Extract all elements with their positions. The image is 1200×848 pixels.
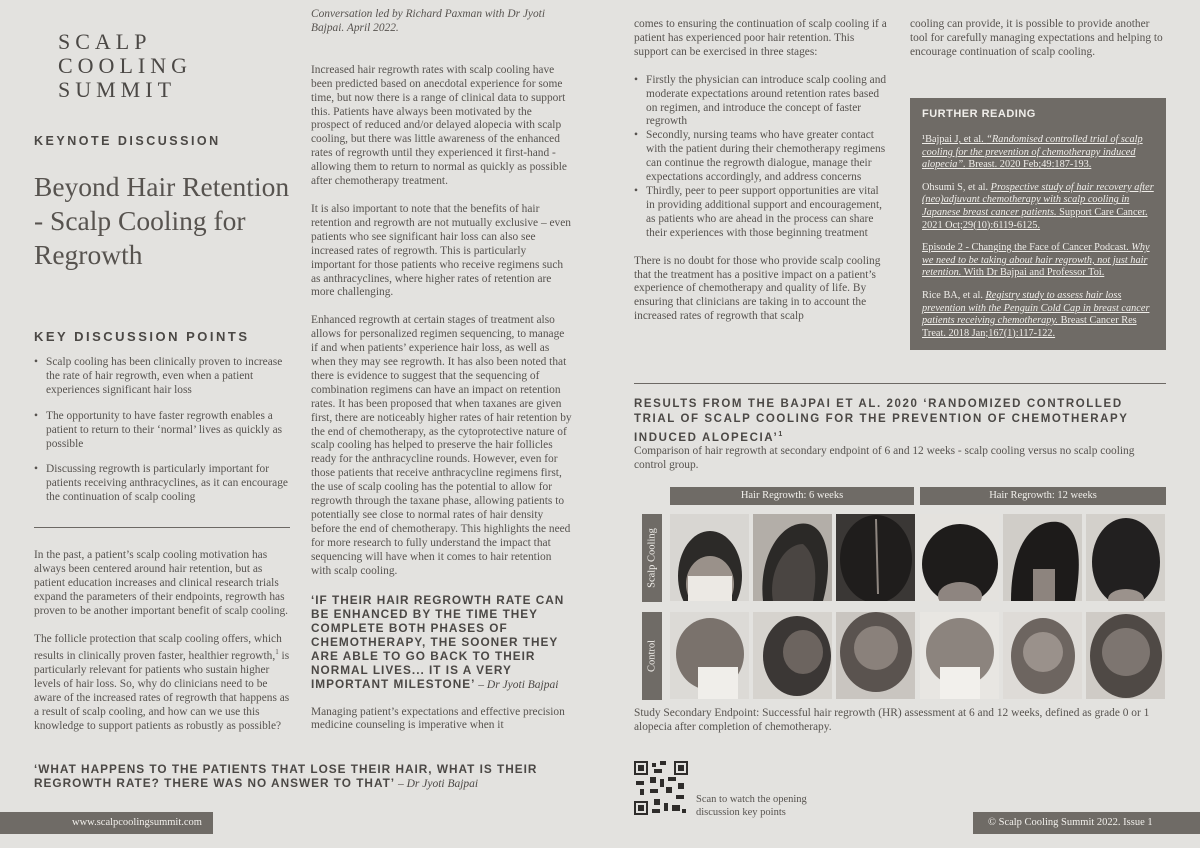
- key-point: • Scalp cooling has been clinically proven to increase the rate of hair regrowth, even when a patient experiences significant hair loss: [34, 356, 290, 398]
- photo-ctrl-6w-3: [836, 612, 915, 699]
- ref-title: “Randomised controlled trial of scalp cooling for the prevention of chemotherapy induced alopecia”.: [922, 134, 1143, 171]
- stages-list: [634, 74, 889, 241]
- qr-code-icon: [634, 761, 688, 815]
- results-caption: Comparison of hair regrowth at secondary endpoint of 6 and 12 weeks - scalp cooling versus no scalp cooling control group.: [634, 445, 1135, 471]
- patient-head-image: [670, 612, 749, 699]
- row-label-text: Scalp Cooling: [646, 528, 658, 588]
- paragraph: Managing patient’s expectations and effective precision medicine counseling is imperative when it: [311, 705, 565, 732]
- qr-code[interactable]: [634, 761, 688, 815]
- key-points-list: [34, 356, 290, 517]
- bottom-quote-attribution: – Dr Jyoti Bajpai: [395, 778, 479, 790]
- pull-quote-text: ‘IF THEIR HAIR REGROWTH RATE CAN BE ENHANCED BY THE TIME THEY COMPLETE BOTH PHASES OF CHEMOTHERAPY, THE SOONER THEY ARE ABLE TO GO BACK TO THEIR NORMAL LIVES... IT IS A VERY IMPORTANT MILESTONE’: [311, 592, 565, 691]
- reference: [922, 242, 1154, 280]
- photo-sc-12w-1: [920, 514, 999, 601]
- keynote-label: KEYNOTE DISCUSSION: [34, 134, 221, 148]
- ref-title: Prospective study of hair recovery after (neo)adjuvant chemotherapy with scalp cooling in Japanese breast cancer patients.: [922, 181, 1154, 218]
- qr-caption: [696, 794, 807, 819]
- ref-text: Ohsumi S, et al.: [922, 181, 991, 193]
- ref-text: Rice BA, et al.: [922, 289, 986, 301]
- pull-quote: [311, 593, 573, 692]
- photo-sc-12w-2: [1003, 514, 1082, 601]
- photo-ctrl-6w-1: [670, 612, 749, 699]
- stage-item: • Firstly the physician can introduce scalp cooling and moderate expectations around retention rates based on regimen, and introduce the concept of faster regrowth: [634, 74, 889, 130]
- reference: [922, 182, 1154, 232]
- ref-text: Breast. 2020 Feb;49:187-193.: [965, 159, 1092, 171]
- results-heading-text: RESULTS FROM THE BAJPAI ET AL. 2020 ‘RANDOMIZED CONTROLLED TRIAL OF SCALP COOLING FOR THE PREVENTION OF CHEMOTHERAPY INDUCED ALOPECIA’: [634, 398, 1129, 444]
- endpoint-note: Study Secondary Endpoint: Successful hair regrowth (HR) assessment at 6 and 12 weeks, defined as grade 0 or 1 alopecia after completion of chemotherapy.: [634, 707, 1150, 733]
- paragraph: cooling can provide, it is possible to provide another tool for carefully managing expectations and helping to encourage continuation of scalp cooling.: [910, 18, 1163, 58]
- qr-caption-line: Scan to watch the opening: [696, 794, 807, 805]
- patient-head-image: [1086, 514, 1165, 601]
- photo-ctrl-6w-2: [753, 612, 832, 699]
- ref-text: Episode 2 - Changing the Face of Cancer Podcast.: [922, 242, 1132, 254]
- further-reading-box: [910, 98, 1166, 350]
- patient-head-image: [1003, 514, 1082, 601]
- footnote-marker: 1: [275, 648, 279, 657]
- ref-text: Support Care Cancer. 2021 Oct;29(10):6119-6125.: [922, 206, 1148, 231]
- ref-text: ¹Bajpai J, et al.: [922, 134, 987, 145]
- stage-item: • Thirdly, peer to peer support opportunities are vital in providing additional support and encouragement, as patients who are ahead in the process can share their experiences with those beginning treatment: [634, 185, 889, 241]
- byline: Conversation led by Richard Paxman with Dr Jyoti Bajpai. April 2022.: [311, 8, 545, 34]
- page-title: Beyond Hair Retention - Scalp Cooling for Regrowth: [34, 171, 290, 270]
- photo-ctrl-12w-3: [1086, 612, 1165, 699]
- reference: [922, 134, 1154, 172]
- logo-line-3: SUMMIT: [58, 77, 177, 102]
- column-header-6-weeks: Hair Regrowth: 6 weeks: [670, 487, 914, 505]
- ref-title: Why we need to be taking about hair regrowth, not just hair retention.: [922, 242, 1150, 279]
- key-point: • Discussing regrowth is particularly important for patients receiving anthracyclines, as it can encourage the continuation of scalp cooling: [34, 463, 290, 505]
- ref-text: Breast Cancer Res Treat. 2018 Jan;167(1):117-122.: [922, 315, 1137, 339]
- footer-right-bar: [973, 812, 1200, 834]
- footer-copyright: © Scalp Cooling Summit 2022. Issue 1: [988, 817, 1153, 828]
- logo-line-1: SCALP: [58, 29, 152, 54]
- photo-sc-6w-3: [836, 514, 915, 601]
- patient-head-image: [753, 514, 832, 601]
- divider: [34, 527, 290, 528]
- footnote-marker: 1: [778, 431, 784, 438]
- patient-head-image: [836, 612, 915, 699]
- results-heading: [634, 397, 1169, 446]
- paragraph: It is also important to note that the benefits of hair retention and regrowth are not mutually exclusive – even patients who see significant hair loss can also see increased rates of regrowth. This is particularly important for those patients who receive regimens such as anthracyclines, where higher rates of retention are more challenging.: [311, 202, 571, 299]
- paragraph: [34, 633, 296, 734]
- patient-head-image: [1003, 612, 1082, 699]
- ref-title: Registry study to assess hair loss prevention with the Penguin Cold Cap in breast cancer patients receiving chemotherapy.: [922, 289, 1150, 327]
- footer-left-bar: [0, 812, 213, 834]
- photo-sc-6w-1: [670, 514, 749, 601]
- column-header-12-weeks: Hair Regrowth: 12 weeks: [920, 487, 1166, 505]
- further-reading-heading: FURTHER READING: [922, 108, 1036, 120]
- patient-head-image: [670, 514, 749, 601]
- column-1-body: [34, 549, 296, 748]
- stage-item: • Secondly, nursing teams who have greater contact with the patient during their chemotherapy regimens can continue the regrowth dialogue, manage their expectations accordingly, and address concerns: [634, 129, 889, 185]
- key-point: • The opportunity to have faster regrowth enables a patient to return to their ‘normal’ lives as quickly as possible: [34, 410, 290, 452]
- photo-ctrl-12w-1: [920, 612, 999, 699]
- bottom-quote-text: ‘WHAT HAPPENS TO THE PATIENTS THAT LOSE THEIR HAIR, WHAT IS THEIR REGROWTH RATE? THERE WAS NO ANSWER TO THAT’: [34, 762, 538, 790]
- patient-head-image: [920, 612, 999, 699]
- patient-head-image: [836, 514, 915, 601]
- photo-ctrl-12w-2: [1003, 612, 1082, 699]
- key-points-heading: KEY DISCUSSION POINTS: [34, 329, 250, 344]
- paragraph: In the past, a patient’s scalp cooling motivation has always been centered around hair retention, but as patient education increases and clinical research trials expand the parameters of their endpoints, regrowth has proven to be another important benefit of scalp cooling.: [34, 549, 288, 617]
- row-label-scalp-cooling: [642, 514, 662, 602]
- paragraph: Enhanced regrowth at certain stages of treatment also allows for personalized regimen sequencing, to manage if and when patients’ experience hair loss, as well as when they may see regrowth. It has also been noted that there is evidence to suggest that the sequencing of combination regimens can have an impact on retention rates. It has been proposed that when taxanes are given first, there are noticeably higher rates of hair retention by the end of chemotherapy, as the cytoprotective nature of scalp cooling has helped to preserve the hair follicles ready for the anthracycline rounds. However, even for those patients that receive anthracycline regimens first, the use of scalp cooling has the potential to allow for regrowth through the taxane phase, allowing patients to potentially see close to normal rates of hair density before the end of chemotherapy. This highlights the need for more research to fully understand the impact that sequencing will have when it comes to hair retention with scalp cooling.: [311, 314, 572, 577]
- column-4-body: [910, 18, 1168, 74]
- paragraph: comes to ensuring the continuation of scalp cooling if a patient has experienced poor hair retention. This support can be exercised in three stages:: [634, 18, 887, 58]
- row-label-text: Control: [646, 639, 658, 673]
- row-label-control: [642, 612, 662, 700]
- logo: [58, 30, 192, 102]
- photo-sc-6w-2: [753, 514, 832, 601]
- text-run: is particularly relevant for patients who sustain higher levels of hair loss. So, why do clinicians need to be aware of the increased rates of regrowth that happens as a result of scalp cooling, and how can we use this knowledge to support patients as robustly as possible?: [34, 650, 290, 732]
- paragraph: There is no doubt for those who provide scalp cooling that the treatment has a positive impact on a patient’s experience of chemotherapy and quality of life. By ensuring that clinicians are taking in to account the increased rates of regrowth that scalp: [634, 254, 881, 323]
- qr-caption-line: discussion key points: [696, 806, 786, 818]
- divider: [634, 383, 1166, 384]
- bottom-quote: [34, 762, 574, 791]
- column-3-body: [634, 18, 889, 338]
- paragraph: Increased hair regrowth rates with scalp cooling have been predicted based on anecdotal experience for some time, but now there is a range of clinical data to support this. Patients have always been motivated by the prospect of reduced and/or delayed alopecia with scalp cooling, but there was little awareness of the enhanced rates of regrowth until they experienced it first-hand - allowing them to return to normal as quickly as possible after chemotherapy treatment.: [311, 63, 567, 188]
- column-2-body: [311, 8, 573, 747]
- photo-sc-12w-3: [1086, 514, 1165, 601]
- ref-text: With Dr Bajpai and Professor Toi.: [961, 267, 1105, 279]
- footer-url[interactable]: www.scalpcoolingsummit.com: [72, 817, 202, 828]
- patient-head-image: [920, 514, 999, 601]
- text-run: The follicle protection that scalp cooling offers, which results in clinically proven faster, healthier regrowth,: [34, 632, 282, 663]
- patient-head-image: [753, 612, 832, 699]
- pull-quote-attribution: – Dr Jyoti Bajpai: [475, 678, 559, 691]
- patient-head-image: [1086, 612, 1165, 699]
- reference: [922, 290, 1154, 340]
- logo-line-2: COOLING: [58, 53, 192, 78]
